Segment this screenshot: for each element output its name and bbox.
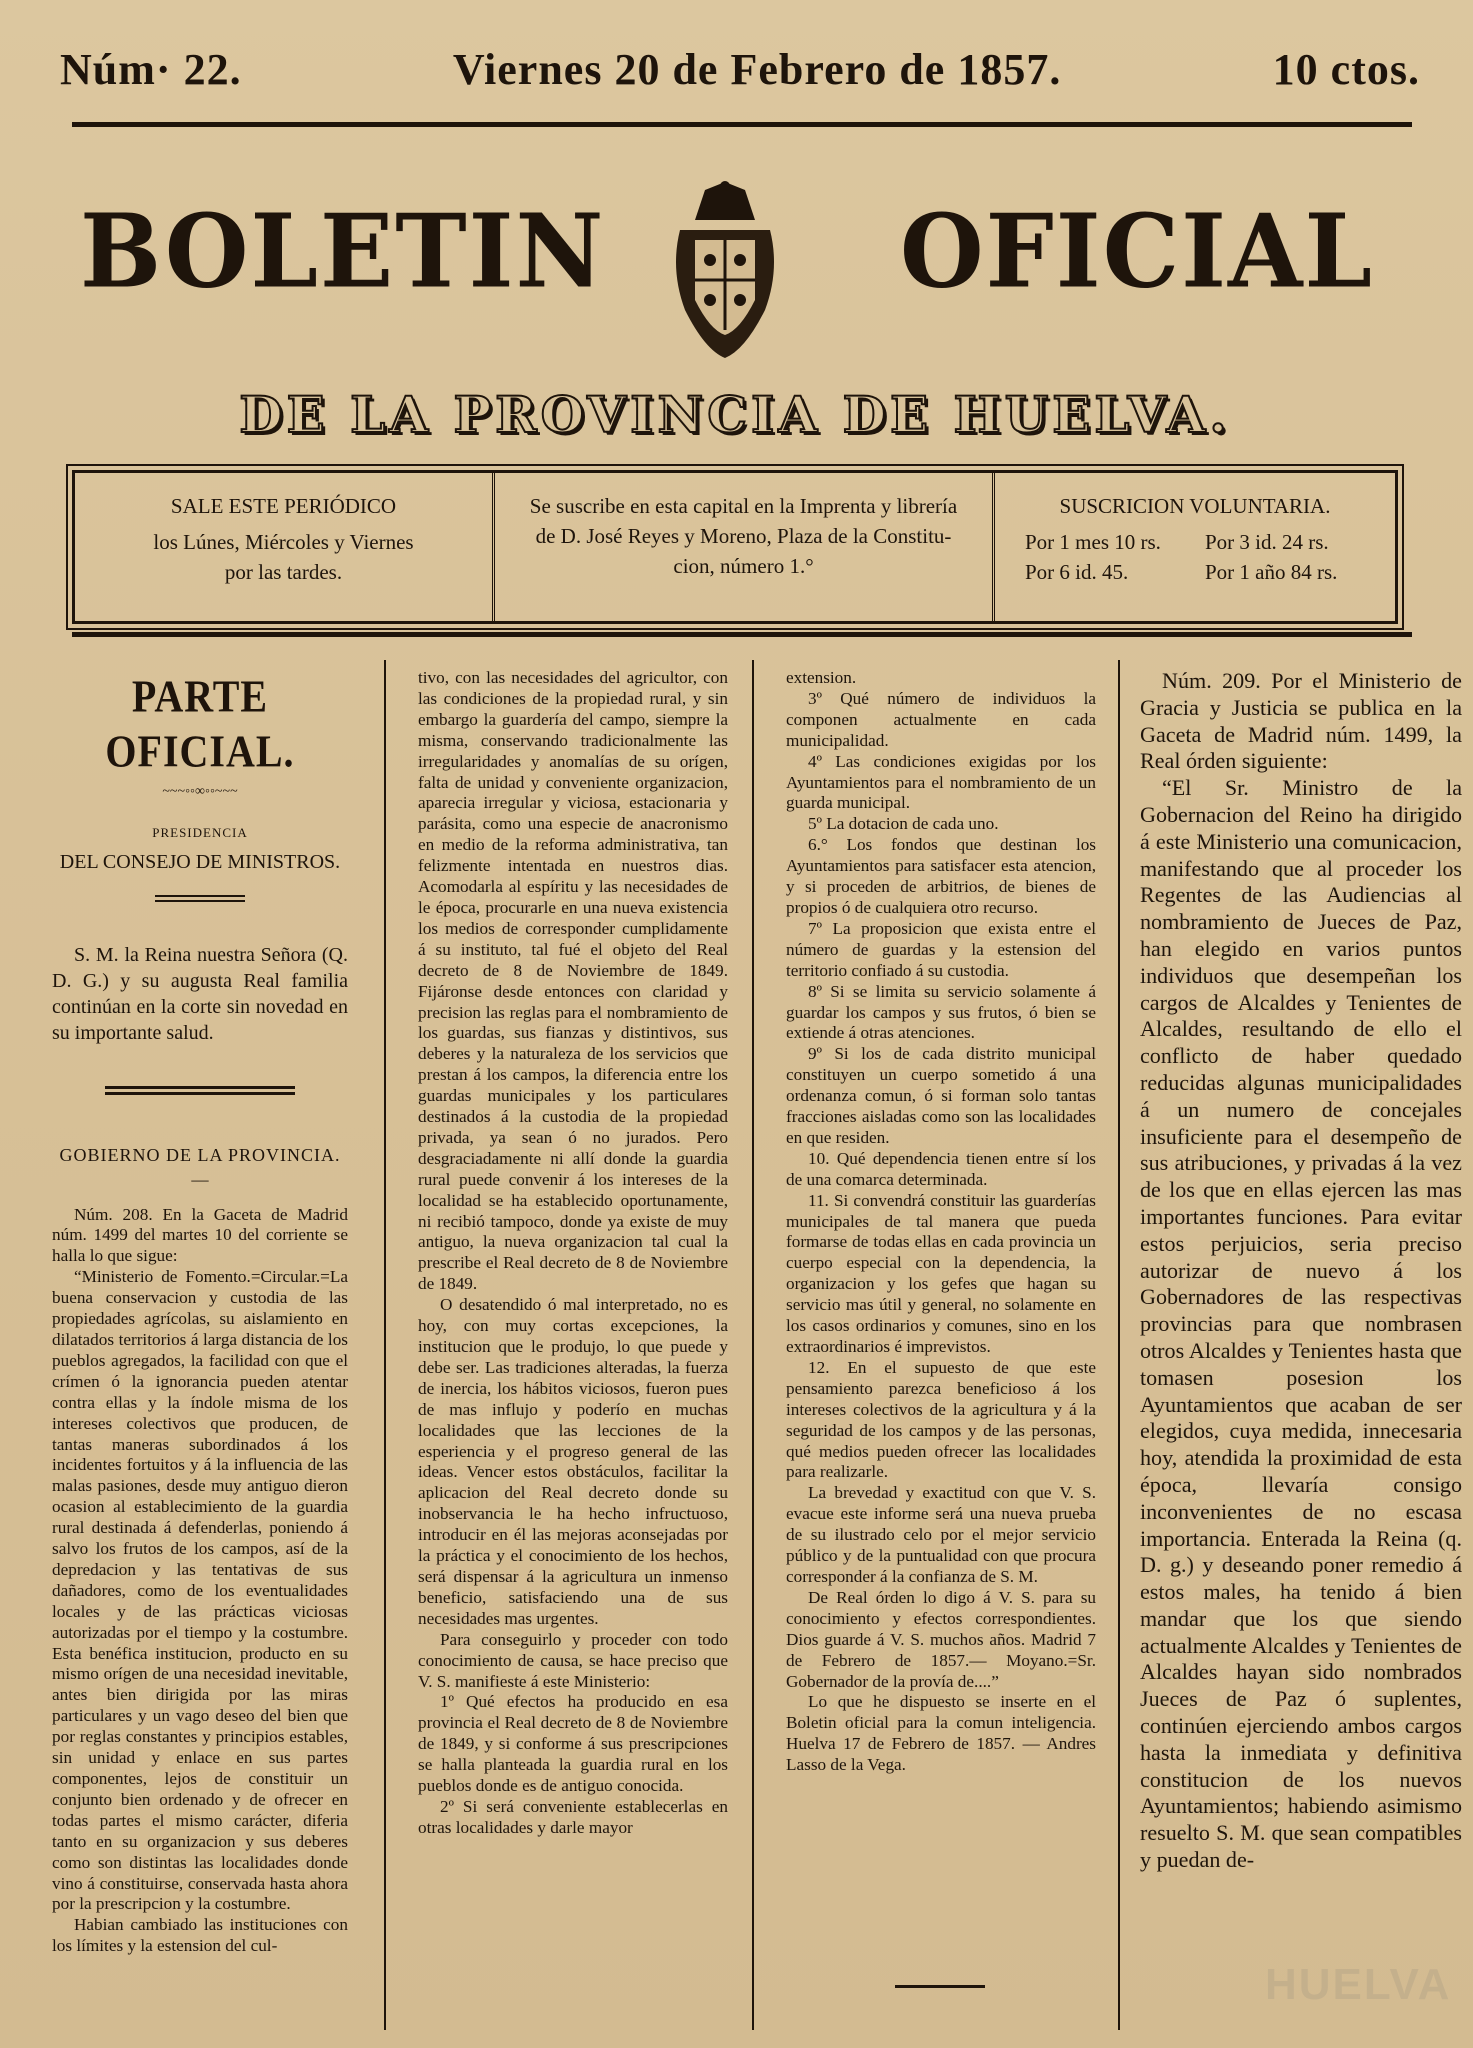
column-divider-1 xyxy=(384,660,386,2030)
list-item: 3º Qué número de individuos la componen actualmente en cada municipalidad. xyxy=(786,688,1096,750)
issue-price: 10 ctos. xyxy=(1272,45,1420,94)
prices-title: SUSCRICION VOLUNTARIA. xyxy=(1059,494,1331,518)
gobierno-heading: GOBIERNO DE LA PROVINCIA. xyxy=(59,1144,341,1165)
paragraph: Núm. 209. Por el Ministerio de Gracia y Justicia se publica en la Gaceta de Madrid núm. 1499, la Real órden siguiente: xyxy=(1140,668,1462,774)
info-box xyxy=(72,470,1398,624)
double-rule xyxy=(105,1086,295,1095)
paragraph: La brevedad y exactitud con que V. S. evacue este informe será una nueva prueba de su ilustrado celo por el mejor servicio público y de la puntualidad con que procura corresponder á la confianza de S. M. xyxy=(786,1483,1096,1586)
paragraph: “Ministerio de Fomento.=Circular.=La buena conservacion y custodia de las propiedades agrícolas, su aislamiento en dilatados territorios á larga distancia de los pueblos agregados, la facilidad con que el crímen ó la ignorancia pueden atentar contra ellas y la índole misma de los intereses colectivos que producen, de tantas maneras subordinados á los incidentes fortuitos y á la influencia de las malas pasiones, desde muy antiguo dieron ocasion al establecimiento de la guardia rural destinada á defenderlas, poniendo á salvo los frutos de los campos, así de la depredacion y las tentativas de sus dañadores, como de los eventualidades locales y de las prácticas viciosas autorizadas por el tiempo y la costumbre. Esta benéfica institucion, producto en su mismo orígen de una necesidad inevitable, antes bien dirigida por las miras particulares y un vago deseo del bien que por reglas constantes y principios estables, sin unidad y enlace en sus partes componentes, lejos de constituir un conjunto bien ordenado y de ofrecer en todas partes el mismo carácter, diferia tanto en su organizacion y sus deberes como son distintas las localidades donde vino á constituirse, conservada hasta ahora por la prescripcion y la costumbre. xyxy=(52,1267,348,1914)
list-item: 7º La proposicion que exista entre el número de guardas y la estension del territorio confiado á su custodia. xyxy=(786,918,1096,980)
ornament-divider: ~~~◦◦∞◦◦~~~ xyxy=(162,784,238,799)
dash-divider: — xyxy=(191,1169,209,1189)
price-one-month: Por 1 mes 10 rs. xyxy=(1025,530,1161,554)
schedule-time: por las tardes. xyxy=(224,560,343,584)
column-4 xyxy=(1140,668,1462,1874)
paragraph: tivo, con las necesidades del agricultor, con las condiciones de la propiedad rural, y sin embargo la guardería del campo, siempre la misma, conservando tradicionalmente las irregularidades y anomalías de su orígen, falta de unidad y conveniente organizacion, aparecia irregular y viciosa, estacionaria y parásita, como una especie de anacronismo en medio de la reforma administrativa, tan felizmente intentada en nuestros dias. Acomodarla al espíritu y las necesidades de le época, procurarle en una nueva existencia los medios de corresponder cumplidamente á su instituto, tal fué el objeto del Real decreto de 8 de Noviembre de 1849. Fijáronse desde entonces con claridad y precision las reglas para el nombramiento de los guardas, sus fianzas y distintivos, sus deberes y la naturaleza de los servicios que prestan á los campos, la diferencia entre los guardas municipales y los particulares destinados á la custodia de la propiedad privada, ya sean ó no jurados. Pero desgraciadamente ni allí donde la guardia rural puede convenir á los intereses de la localidad se ha establecido oportunamente, ni recibió tampoco, donde ya existe de muy antiguo, la nueva organizacion tal cual la prescribe el Real decreto de 8 de Noviembre de 1849. xyxy=(418,668,728,1294)
subscription-prices xyxy=(995,473,1395,621)
issue-number: Núm· 22. xyxy=(60,45,242,94)
masthead xyxy=(80,192,1374,335)
publication-schedule xyxy=(75,473,495,621)
issue-date: Viernes 20 de Febrero de 1857. xyxy=(452,45,1062,94)
schedule-days: los Lúnes, Miércoles y Viernes xyxy=(153,530,414,554)
column-divider-2 xyxy=(752,660,754,2030)
list-item: 12. En el supuesto de que este pensamiento parezca beneficioso á los intereses colectivos de la agricultura y á la seguridad de los campos y de las personas, qué medios pueden ofrecer las localidades para realizarle. xyxy=(786,1357,1096,1482)
list-item: 5º La dotacion de cada uno. xyxy=(808,814,999,834)
subscribe-line-2: de D. José Reyes y Moreno, Plaza de la Constitu- xyxy=(535,524,952,548)
masthead-title-left: BOLETIN xyxy=(80,192,606,311)
masthead-title-right: OFICIAL xyxy=(900,192,1374,311)
price-one-year: Por 1 año 84 rs. xyxy=(1205,560,1338,584)
subscribe-line-1: Se suscribe en esta capital en la Imprenta y librería xyxy=(529,494,958,518)
paragraph: De Real órden lo digo á V. S. para su conocimiento y efectos correspondientes. Dios guarde á V. S. muchos años. Madrid 7 de Febrero de 1857.— Moyano.=Sr. Gobernador de la provía de....” xyxy=(786,1587,1096,1691)
subscription-location xyxy=(495,473,995,621)
paragraph: O desatendido ó mal interpretado, no es hoy, con muy cortas excepciones, la institucion que le produjo, lo que puede y debe ser. Las tradiciones alteradas, la fuerza de inercia, los hábitos viciosos, fueron pues de mas influjo y poderío en muchas localidades que las lecciones de la esperiencia y el progreso general de las ideas. Vencer estos obstáculos, facilitar la aplicacion del Real decreto donde su inobservancia le ha hecho infructuoso, introducir en él las mejoras aconsejadas por la práctica y el conocimiento de los hechos, será dispensar á la agricultura un inmenso beneficio, satisfaciendo una de sus necesidades mas urgentes. xyxy=(418,1295,728,1628)
list-item: 4º Las condiciones exigidas por los Ayuntamientos para el nombramiento de un guarda municipal. xyxy=(786,751,1096,813)
paragraph: 1º Qué efectos ha producido en esa provincia el Real decreto de 8 de Noviembre de 1849, y si conforme á sus prescripciones se halla planteada la guardia rural en los pueblos donde es de antiguo conocida. xyxy=(418,1692,728,1796)
short-rule xyxy=(155,895,245,902)
info-bottom-rule xyxy=(72,632,1412,637)
list-item: 11. Si convendrá constituir las guarderías municipales de tal manera que pueda formarse de todas ellas en cada provincia un cuerpo especial con la dependencia, la organizacion y los gefes que hagan su servicio mas útil y general, no solamente en los casos ordinarios y comunes, sino en los extraordinarios é imprevistos. xyxy=(786,1190,1096,1356)
column-1 xyxy=(52,668,348,1957)
presidencia-heading: PRESIDENCIA xyxy=(152,824,248,840)
paragraph: Lo que he dispuesto se inserte en el Boletin oficial para la comun inteligencia. Huelva 17 de Febrero de 1857. — Andres Lasso de la Vega. xyxy=(786,1692,1096,1775)
list-item: 9º Si los de cada distrito municipal constituyen un cuerpo sometido á una ordenanza comun, ó si forman solo tantas fracciones aisladas como son las localidades en que residen. xyxy=(786,1044,1096,1147)
column-3 xyxy=(786,668,1096,1776)
masthead-subtitle: DE LA PROVINCIA DE HUELVA. xyxy=(239,385,1231,444)
paragraph: extension. xyxy=(786,668,857,687)
bottom-rule xyxy=(895,1985,985,1988)
column-2 xyxy=(418,668,728,1839)
price-grid xyxy=(1025,527,1365,587)
royal-crest-icon xyxy=(665,180,785,360)
list-item: 10. Qué dependencia tienen entre sí los de una comarca determinada. xyxy=(786,1148,1096,1189)
consejo-heading: DEL CONSEJO DE MINISTROS. xyxy=(59,850,341,873)
paragraph: 2º Si será conveniente establecerlas en otras localidades y darle mayor xyxy=(418,1796,728,1837)
list-item: 8º Si se limita su servicio solamente á guardar los campos y sus frutos, ó bien se extiende á otras atenciones. xyxy=(786,981,1096,1043)
paragraph: “El Sr. Ministro de la Gobernacion del Reino ha dirigido á este Ministerio una comunicacion, manifestando que al proceder los Regentes de las Audiencias al nombramiento de Jueces de Paz, han elegido en varios puntos individuos que desempeñan los cargos de Alcaldes y Tenientes de Alcaldes, resultando de ello el conflicto de haber quedado reducidas algunas municipalidades á un numero de concejales insuficiente para el desempeño de sus atribuciones, y privadas á la vez de los que en ellas ejercen las mas importantes funciones. Para evitar estos perjuicios, seria preciso autorizar de nuevo á los Gobernadores de las respectivas provincias para que nombrasen otros Alcaldes y Tenientes hasta que tomasen posesion los Ayuntamientos que acaban de ser elegidos, cuya medida, innecesaria hoy, atendida la proximidad de esta época, llevaría consigo inconvenientes de no escasa importancia. Enterada la Reina (q. D. g.) y deseando poner remedio á estos males, ha tenido á bien mandar que los que siendo actualmente Alcaldes y Tenientes de Alcaldes hayan sido nombrados Jueces de Paz ó suplentes, continúen ejerciendo ambos cargos hasta la inmediata y definitiva constitucion de los nuevos Ayuntamientos; habiendo asimismo resuelto S. M. que sean compatibles y puedan de- xyxy=(1140,775,1462,1873)
price-six-months: Por 6 id. 45. xyxy=(1025,560,1129,584)
price-three-months: Por 3 id. 24 rs. xyxy=(1205,530,1329,554)
section-heading-parte-oficial: PARTE OFICIAL. xyxy=(105,669,295,777)
subscribe-line-3: cion, número 1.° xyxy=(673,554,814,578)
paragraph: Habian cambiado las instituciones con los límites y la estension del cul- xyxy=(52,1915,348,1956)
column-divider-3 xyxy=(1118,660,1120,2030)
header-rule xyxy=(72,122,1412,127)
list-item: 6.° Los fondos que destinan los Ayuntamientos para satisfacer esta atencion, y si proceden de arbitrios, de bienes de propios ó de cualquiera otro recurso. xyxy=(786,835,1096,917)
schedule-title: SALE ESTE PERIÓDICO xyxy=(170,494,397,518)
archive-watermark: HUELVA xyxy=(1265,1960,1452,2009)
paragraph: Núm. 208. En la Gaceta de Madrid núm. 1499 del martes 10 del corriente se halla lo que sigue: xyxy=(52,1204,348,1266)
issue-header xyxy=(60,44,1420,95)
paragraph: Para conseguirlo y proceder con todo conocimiento de causa, se hace preciso que V. S. manifieste á este Ministerio: xyxy=(418,1629,728,1691)
royal-health-notice: S. M. la Reina nuestra Señora (Q. D. G.) y su augusta Real familia continúan en la corte sin novedad en su importante salud. xyxy=(52,943,348,1044)
